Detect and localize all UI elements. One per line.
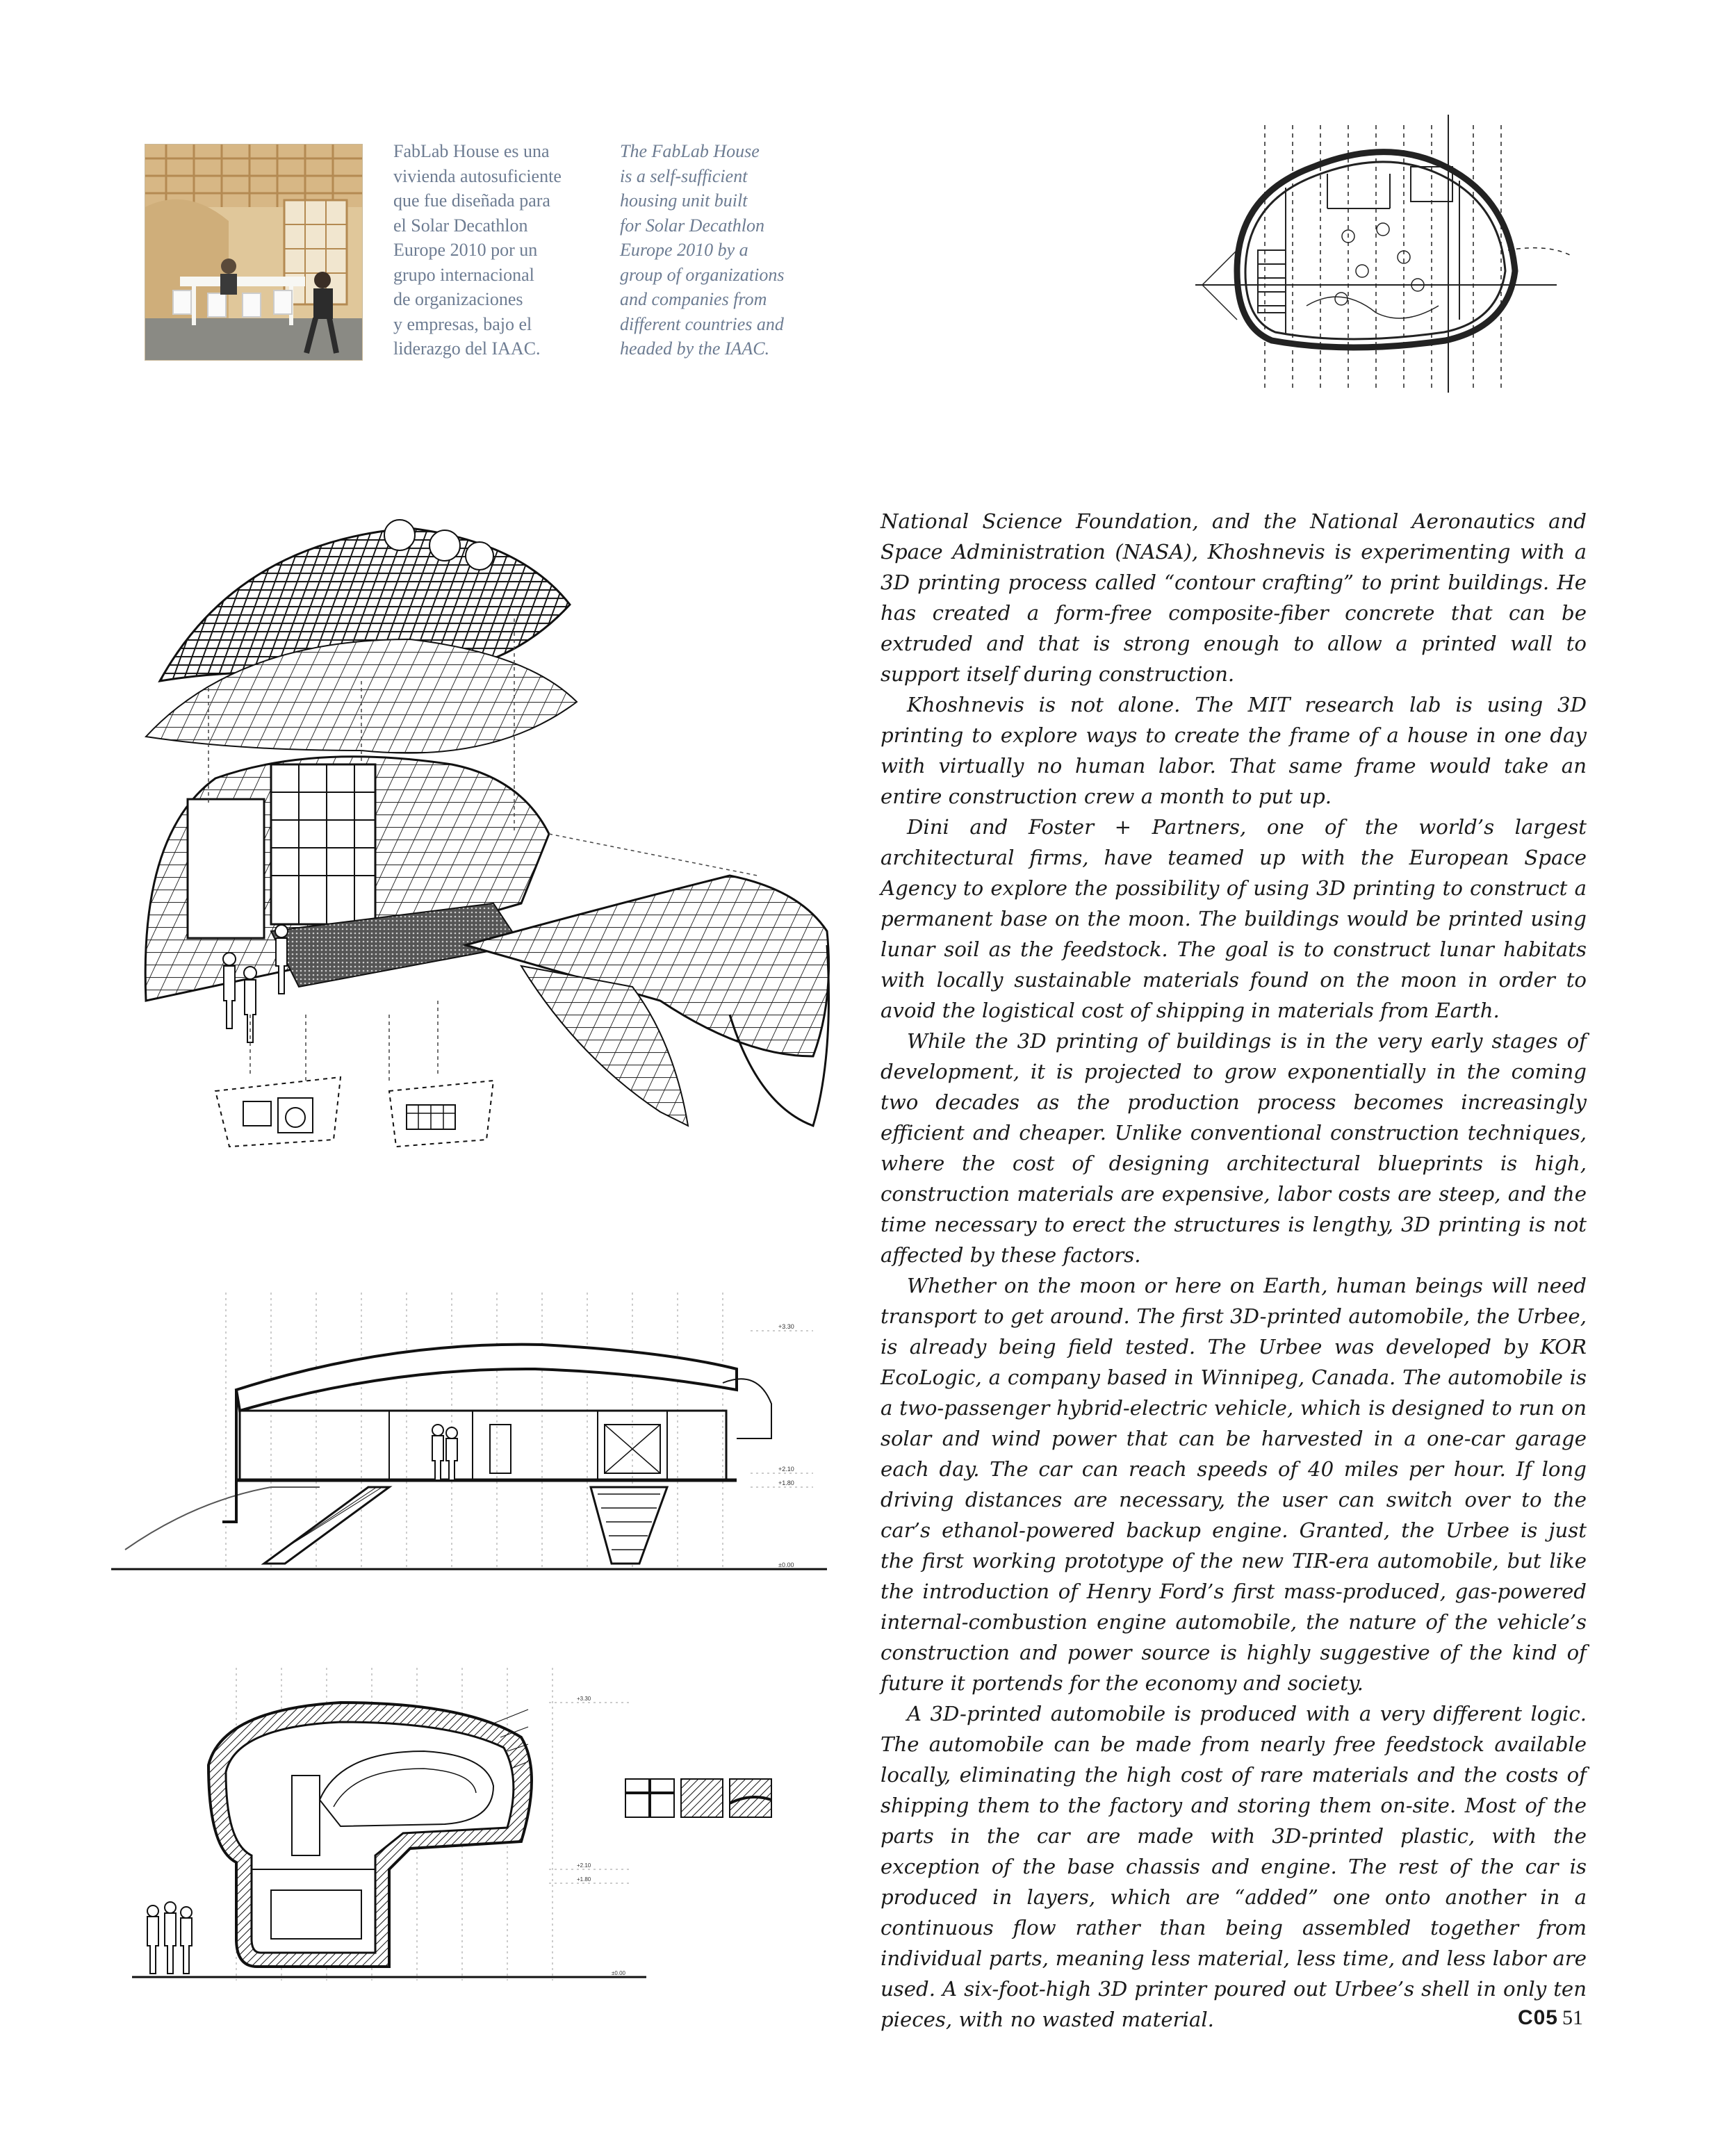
floor-plan-drawing (1181, 111, 1571, 403)
construction-details (625, 1779, 771, 1817)
detail-level-1: +2.10 (577, 1862, 591, 1869)
main-structure (145, 757, 828, 1126)
caption-spanish: FabLab House es una vivienda autosuficiente que fue diseñada para el Solar Decathlon Europe 2010 por un grupo internacional de organizaciones y empresas, bajo el liderazgo del IAAC. (393, 141, 562, 359)
body-paragraph-4: While the 3D printing of buildings is in the very early stages of development, it is projected to grow exponentially in the coming two decades as the production process becomes increasingly efficient and cheaper. Unlike conventional construction techniques, where the cost of designing architectural blueprints is high, construction materials are expensive, labor costs are steep, and the time necessary to erect the structures is lengthy, 3D printing is not affected by these factors. (881, 1029, 1587, 1267)
cross-section-svg (132, 1661, 827, 1987)
section-level-0: +3.30 (778, 1323, 794, 1330)
article-body (881, 506, 1587, 2035)
section-svg (111, 1279, 848, 1577)
body-paragraph-6: A 3D-printed automobile is produced with a very different logic. The automobile can be made from nearly free feedstock available locally, eliminating the high cost of rare materials and the costs of shipping them to the factory and storing them on-site. Most of the parts in the car are made with 3D-printed plastic, with the exception of the base chassis and engine. The rest of the car is produced in layers, which are “added” one onto another in a continuous flow rather than being assembled together from individual parts, meaning less material, less time, and less labor are used. A six-foot-high 3D printer poured out Urbee’s shell in only ten pieces, with no wasted material. (881, 1702, 1587, 2031)
chapter-code: C05 (1517, 2006, 1558, 2029)
body-paragraph-3: Dini and Foster + Partners, one of the world’s largest architectural firms, have teamed up with the European Space Agency to explore the possibility of using 3D printing to construct a permanent base on the moon. The buildings would be printed using lunar soil as the feedstock. The goal is to construct lunar habitats with locally sustainable materials found on the moon in order to avoid the logistical cost of shipping in materials from Earth. (881, 815, 1587, 1022)
detail-level-3: ±0.00 (612, 1970, 625, 1976)
floor-plan-svg (1181, 111, 1571, 403)
detail-level-0: +3.30 (577, 1696, 591, 1702)
cross-section-drawing (132, 1661, 827, 1987)
detail-figures (147, 1902, 192, 1974)
page-folio (1518, 2006, 1583, 2030)
section-level-3: ±0.00 (778, 1561, 794, 1568)
longitudinal-section-drawing (111, 1279, 848, 1577)
caption-english: The FabLab House is a self-sufficient housing unit built for Solar Decathlon Europe 2010 by a group of organizations and companies from different countries and headed by the IAAC. (620, 141, 785, 359)
exploded-axonometric-drawing (132, 514, 869, 1216)
body-paragraph-1: National Science Foundation, and the National Aeronautics and Space Administration (NASA), Khoshnevis is experimenting with a 3D printing process called “contour crafting” to print buildings. He has created a form-free composite-fiber concrete that can be extruded and that is strong enough to allow a printed wall to support itself during construction. (881, 509, 1587, 686)
axonometric-svg (132, 514, 869, 1216)
body-paragraph-5: Whether on the moon or here on Earth, human beings will need transport to get around. The first 3D-printed automobile, the Urbee, is already being field tested. The Urbee was developed by KOR EcoLogic, a company based in Winnipeg, Canada. The automobile is a two-passenger hybrid-electric vehicle, which is designed to run on solar and wind power that can be harvested in a one-car garage each day. The car can reach speeds of 40 miles per hour. If long driving distances are necessary, the user can switch over to the car’s ethanol-powered backup engine. Granted, the Urbee is just the first working prototype of the new TIR-era automobile, but like the introduction of Henry Ford’s first mass-produced, gas-powered internal-combustion engine automobile, the nature of the vehicle’s construction and power source is highly suggestive of the kind of future it portends for the economy and society. (881, 1274, 1587, 1695)
detail-level-labels (577, 1696, 626, 1976)
section-level-1: +2.10 (778, 1466, 794, 1473)
appliance-modules (215, 1077, 493, 1147)
interior-photo-illustration (145, 145, 362, 360)
detail-level-2: +1.80 (577, 1876, 591, 1883)
body-paragraph-2: Khoshnevis is not alone. The MIT research lab is using 3D printing to explore ways to create the frame of a house in one day with virtually no human labor. That same frame would take an entire construction crew a month to put up. (881, 693, 1587, 808)
section-level-labels (778, 1323, 794, 1568)
page-number: 51 (1562, 2006, 1583, 2029)
section-level-2: +1.80 (778, 1479, 794, 1486)
fablab-house-photo (145, 144, 363, 361)
